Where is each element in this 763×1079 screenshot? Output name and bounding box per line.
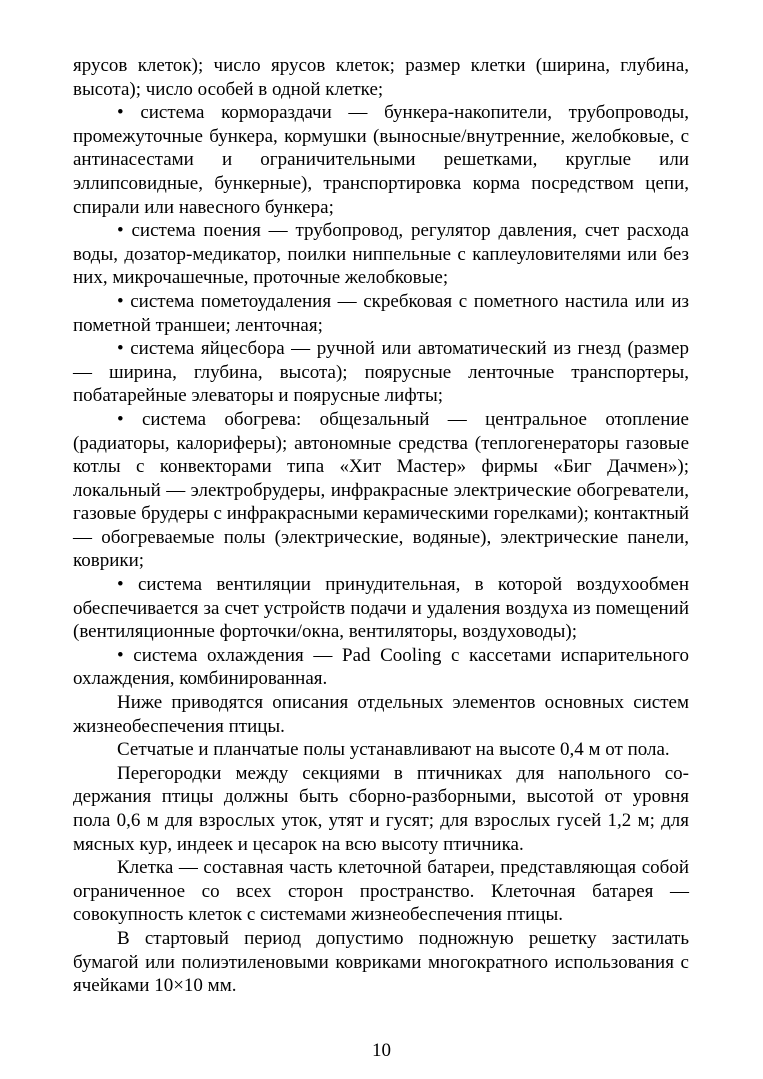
paragraph-floors: Сетчатые и планчатые полы устанавливают на высоте 0,4 м от пола.: [117, 739, 670, 761]
bullet-cooling-system: • система охлаждения — Pad Cooling с кассетами испарительного охлаждения, комбинированная.: [73, 644, 689, 690]
bullet-watering-system: • система поения — трубопровод, регулятор давления, счет расхода воды, дозатор-медикатор, поилки ниппельные с каплеуловителями или без них, микрочашечные, проточные желобковые;: [73, 220, 689, 289]
paragraph-partitions: Перегородки между секциями в птичниках для напольного содержания птицы должны быть сборно-разборными, высотой от уровня пола 0,6 м для взрослых уток, утят и гусят; для взрослых гусей 1,2 м; для мясных кур, индеек и цесарок на всю высоту птичника.: [73, 762, 689, 855]
page-number: 10: [372, 1040, 391, 1061]
bullet-ventilation-system: • система вентиляции принудительная, в которой воздухообмен обеспечивается за счет устройств подачи и удаления воздуха из помещений (вентиляционные форточки/окна, вентиляторы, воздуховоды);: [73, 574, 689, 643]
bullet-feeding-system: • система кормораздачи — бункера-накопители, трубопроводы, промежуточные бункера, кормушки (выносные/внутренние, желобковые, с антинасестами и ограничительными решетками, круглые или эллипсовидные, бункерные), транспортировка корма посредством цепи, спирали или навесного бункера;: [73, 102, 689, 218]
paragraph-intro: Ниже приводятся описания отдельных элементов основных систем жизнеобеспечения птицы.: [73, 692, 689, 737]
bullet-egg-collection-system: • система яйцесбора — ручной или автоматический из гнезд (размер — ширина, глубина, высота); поярусные ленточные транспортеры, побатарейные элеваторы и поярусные лифты;: [73, 338, 689, 407]
paragraph-cage: Клетка — составная часть клеточной батареи, представляющая собой ограниченное со всех сторон пространство. Клеточная батарея — совокупность клеток с системами жизнеобеспечения птицы.: [73, 857, 689, 926]
paragraph-starter-period: В стартовый период допустимо подножную решетку застилать бумагой или полиэтиленовыми ковриками многократного использования с ячейками 10×10 мм.: [73, 927, 689, 997]
page-body: [73, 54, 689, 998]
bullet-manure-removal-system: • система пометоудаления — скребковая с пометного настила или из пометной траншеи; ленточная;: [73, 290, 689, 336]
bullet-heating-system: • система обогрева: общезальный — центральное отопление (радиаторы, калориферы); автономные средства (теплогенераторы газовые котлы с конвекторами типа «Хит Мастер» фирмы «Биг Дачмен»); локальный — электробрудеры, инфракрасные электрические обогреватели, газовые брудеры с инфракрасными керамическими горелками); контактный — обогреваемые полы (электрические, водяные), электрические панели, коврики;: [73, 408, 689, 572]
paragraph-continuation: ярусов клеток); число ярусов клеток; размер клетки (ширина, глубина, высота); число особей в одной клетке;: [73, 55, 689, 100]
